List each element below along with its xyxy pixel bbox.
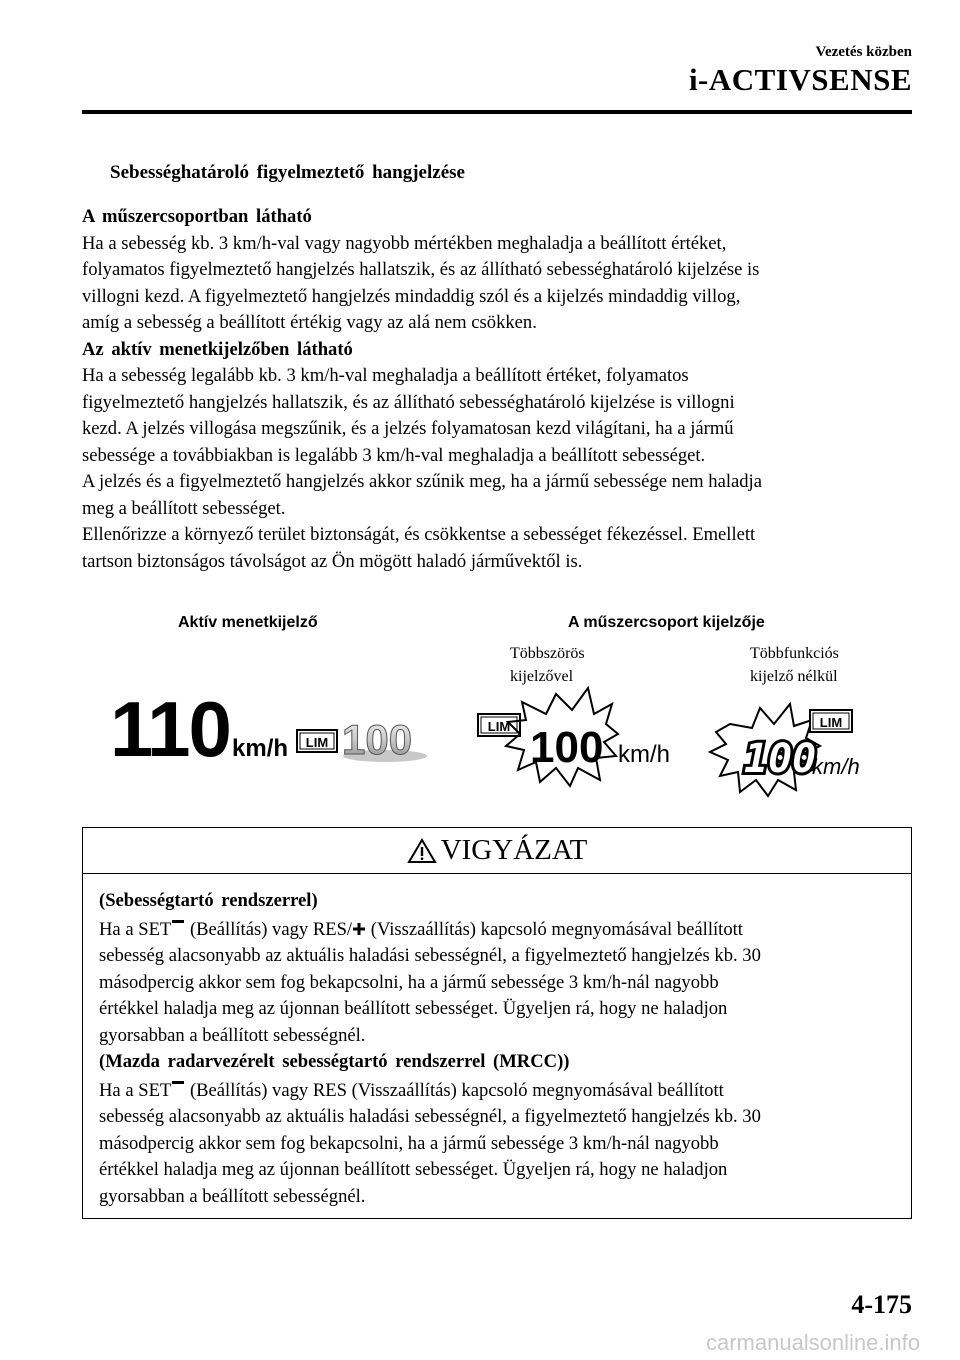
para-line: gyorsabban a beállított sebességnél. bbox=[99, 1185, 366, 1207]
figure-label-cluster: A műszercsoport kijelzője bbox=[568, 614, 765, 631]
caution-header bbox=[83, 828, 911, 874]
subheading-active-display: Az aktív menetkijelzőben látható bbox=[82, 338, 353, 360]
minus-icon bbox=[171, 915, 185, 929]
current-speed: 110 bbox=[110, 685, 230, 773]
plus-icon bbox=[352, 922, 366, 936]
warning-triangle-icon bbox=[407, 838, 437, 864]
para-line: Ha a sebesség kb. 3 km/h-val vagy nagyobb mértékben meghaladja a beállított értéket, bbox=[82, 232, 727, 254]
speed-unit: km/h bbox=[812, 754, 860, 779]
active-driving-display bbox=[110, 685, 427, 773]
para-line: folyamatos figyelmeztető hangjelzés hallatszik, és az állítható sebességhatároló kijelzése is bbox=[82, 259, 760, 280]
para-line: értékkel haladja meg az újonnan beállított sebességet. Ügyeljen rá, hogy ne haladjon bbox=[99, 1159, 728, 1180]
section-title: Sebességhatároló figyelmeztető hangjelzése bbox=[110, 162, 465, 183]
header-chapter: i-ACTIVSENSE bbox=[688, 62, 912, 97]
para-line: gyorsabban a beállított sebességnél. bbox=[99, 1024, 366, 1046]
lim-badge: LIM bbox=[819, 715, 843, 730]
caution-title: VIGYÁZAT bbox=[440, 834, 588, 866]
minus-icon bbox=[171, 1076, 185, 1090]
multi-info-display bbox=[478, 688, 670, 786]
limit-value-flashing: 100 bbox=[530, 723, 604, 772]
para-line: meg a beállított sebességet. bbox=[82, 497, 286, 519]
subheading-cluster: A műszercsoportban látható bbox=[82, 206, 312, 227]
para-line: A jelzés és a figyelmeztető hangjelzés akkor szűnik meg, ha a jármű sebessége nem haladja bbox=[82, 471, 762, 492]
para-line: Ha a SET (Beállítás) vagy RES (Visszaállítás) kapcsoló megnyomásával beállított bbox=[99, 1076, 899, 1105]
para-line: másodpercig akkor sem fog bekapcsolni, ha a jármű sebessége 3 km/h-nál nagyobb bbox=[99, 1132, 719, 1154]
para-line: tartson biztonságos távolságot az Ön mögött haladó járművektől is. bbox=[82, 550, 583, 572]
figure-sub-nomulti: Többfunkciós kijelző nélkül bbox=[750, 645, 839, 685]
caution-box bbox=[82, 827, 912, 1219]
basic-display bbox=[710, 704, 860, 796]
limit-value-silver: 100 bbox=[342, 716, 413, 763]
speed-unit: km/h bbox=[232, 735, 289, 762]
caution-subheading-cruise: (Sebességtartó rendszerrel) bbox=[99, 890, 318, 911]
caution-subheading-mrcc: (Mazda radarvezérelt sebességtartó rendszerrel (MRCC)) bbox=[99, 1051, 570, 1072]
para-line: sebesség alacsonyabb az aktuális haladási sebességnél, a figyelmeztető hangjelzés kb. 30 bbox=[99, 945, 761, 966]
body-text bbox=[82, 204, 922, 575]
figure-sub-multi: Többszörös kijelzővel bbox=[510, 645, 585, 685]
limit-value-segment: 100 bbox=[744, 736, 817, 782]
lim-badge: LIM bbox=[305, 735, 329, 750]
para-line: amíg a sebesség a beállított értékig vagy az alá nem csökken. bbox=[82, 312, 537, 333]
para-line: figyelmeztető hangjelzés hallatszik, és az állítható sebességhatároló kijelzése is villogni bbox=[82, 391, 735, 413]
header-section: Vezetés közben bbox=[815, 44, 912, 60]
para-line: Ellenőrizze a környező terület biztonságát, és csökkentse a sebességet fékezéssel. Emellett bbox=[82, 524, 756, 545]
para-line: sebessége a továbbiakban is legalább 3 km/h-val meghaladja a beállított sebességet. bbox=[82, 444, 706, 466]
speed-limit-figure bbox=[0, 680, 960, 810]
para-line: villogni kezd. A figyelmeztető hangjelzés mindaddig szól és a kijelzés mindaddig villog, bbox=[82, 285, 741, 307]
figure-label-active-display: Aktív menetkijelző bbox=[178, 614, 318, 631]
speed-unit: km/h bbox=[618, 741, 671, 768]
watermark: carmanualsonline.info bbox=[705, 1330, 920, 1355]
para-line: sebesség alacsonyabb az aktuális haladási sebességnél, a figyelmeztető hangjelzés kb. 30 bbox=[99, 1106, 761, 1127]
caution-body bbox=[99, 888, 899, 1210]
header-rule bbox=[82, 110, 912, 114]
lim-badge: LIM bbox=[487, 719, 511, 734]
para-line: Ha a SET (Beállítás) vagy RES/ (Visszaállítás) kapcsoló megnyomásával beállított bbox=[99, 915, 899, 944]
para-line: értékkel haladja meg az újonnan beállított sebességet. Ügyeljen rá, hogy ne haladjon bbox=[99, 998, 728, 1019]
para-line: másodpercig akkor sem fog bekapcsolni, ha a jármű sebessége 3 km/h-nál nagyobb bbox=[99, 971, 719, 993]
para-line: kezd. A jelzés villogása megszűnik, és a jelzés folyamatosan kezd világítani, ha a jármű bbox=[82, 418, 734, 439]
para-line: Ha a sebesség legalább kb. 3 km/h-val meghaladja a beállított értéket, folyamatos bbox=[82, 365, 689, 386]
page-number: 4-175 bbox=[851, 1290, 912, 1319]
